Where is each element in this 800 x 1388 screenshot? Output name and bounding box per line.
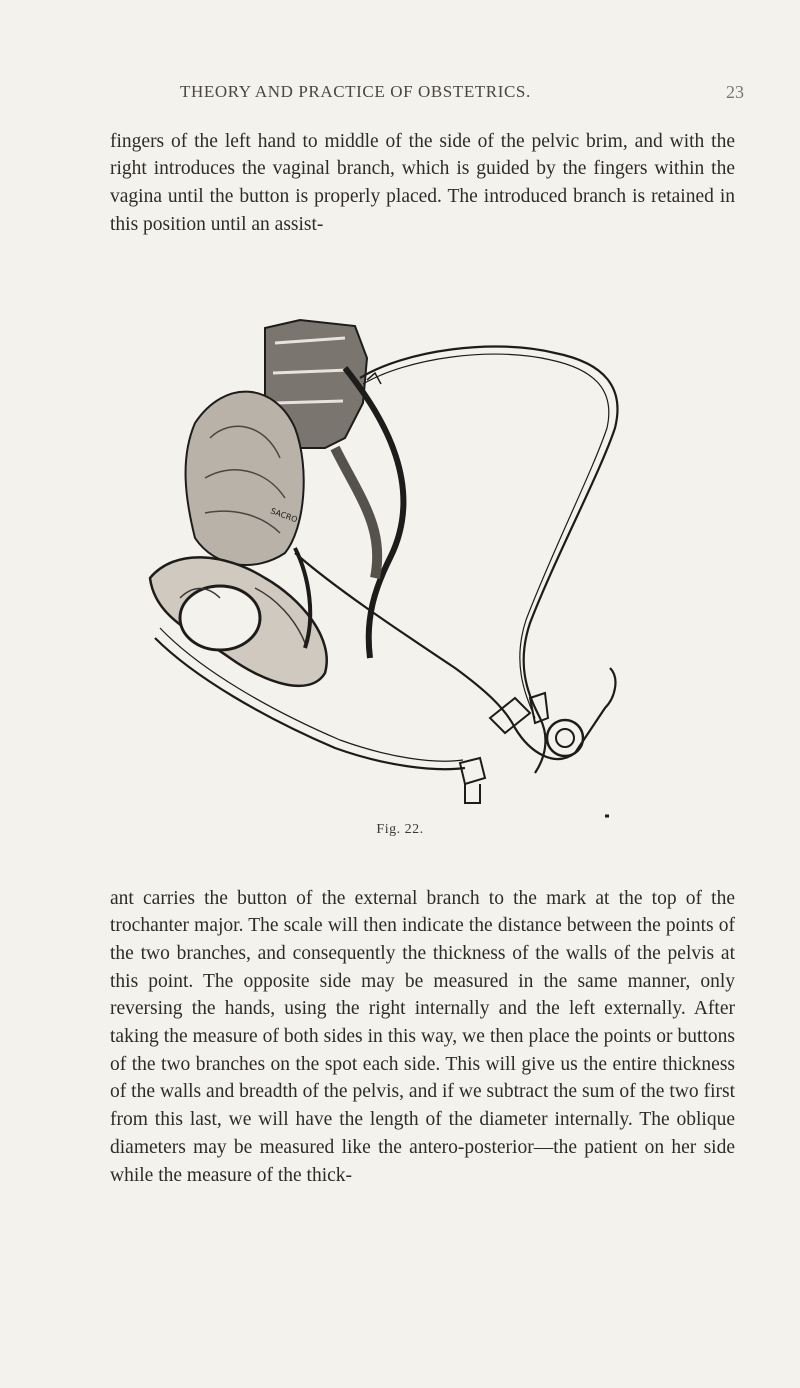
running-head: THEORY AND PRACTICE OF OBSTETRICS. xyxy=(180,82,531,101)
svg-text:SACRO: SACRO xyxy=(269,506,299,525)
paragraph-top: fingers of the left hand to middle of the side of the pelvic brim, and with the right introduces the vaginal branch, which is guided by the fingers within the vagina until the button is properly placed. The introduced branch is retained in this position until an assist- xyxy=(110,130,735,235)
figure-caption: Fig. 22. xyxy=(376,822,424,837)
paragraph-bottom: ant carries the button of the external branch to the mark at the top of the trochanter major. The scale will then indicate the distance between the points of the two branches, and consequently the thickness of the walls of the pelvis at this point. The opposite side may be measured in the same manner, only reversing the hands, using the right internally and the left externally. After taking the measure of both sides in this way, we then place the points or buttons of the two branches on the spot each side. This will give us the entire thickness of the walls and breadth of the pelvis, and if we subtract the sum of the two first from this last, we will have the length of the diameter internally. The oblique diameters may be measured like the antero-posterior—the patient on her side while the measure of the thick- xyxy=(110,887,735,1186)
pelvimeter-figure xyxy=(135,298,635,818)
page-header xyxy=(0,82,800,112)
page-number: 23 xyxy=(726,82,744,102)
